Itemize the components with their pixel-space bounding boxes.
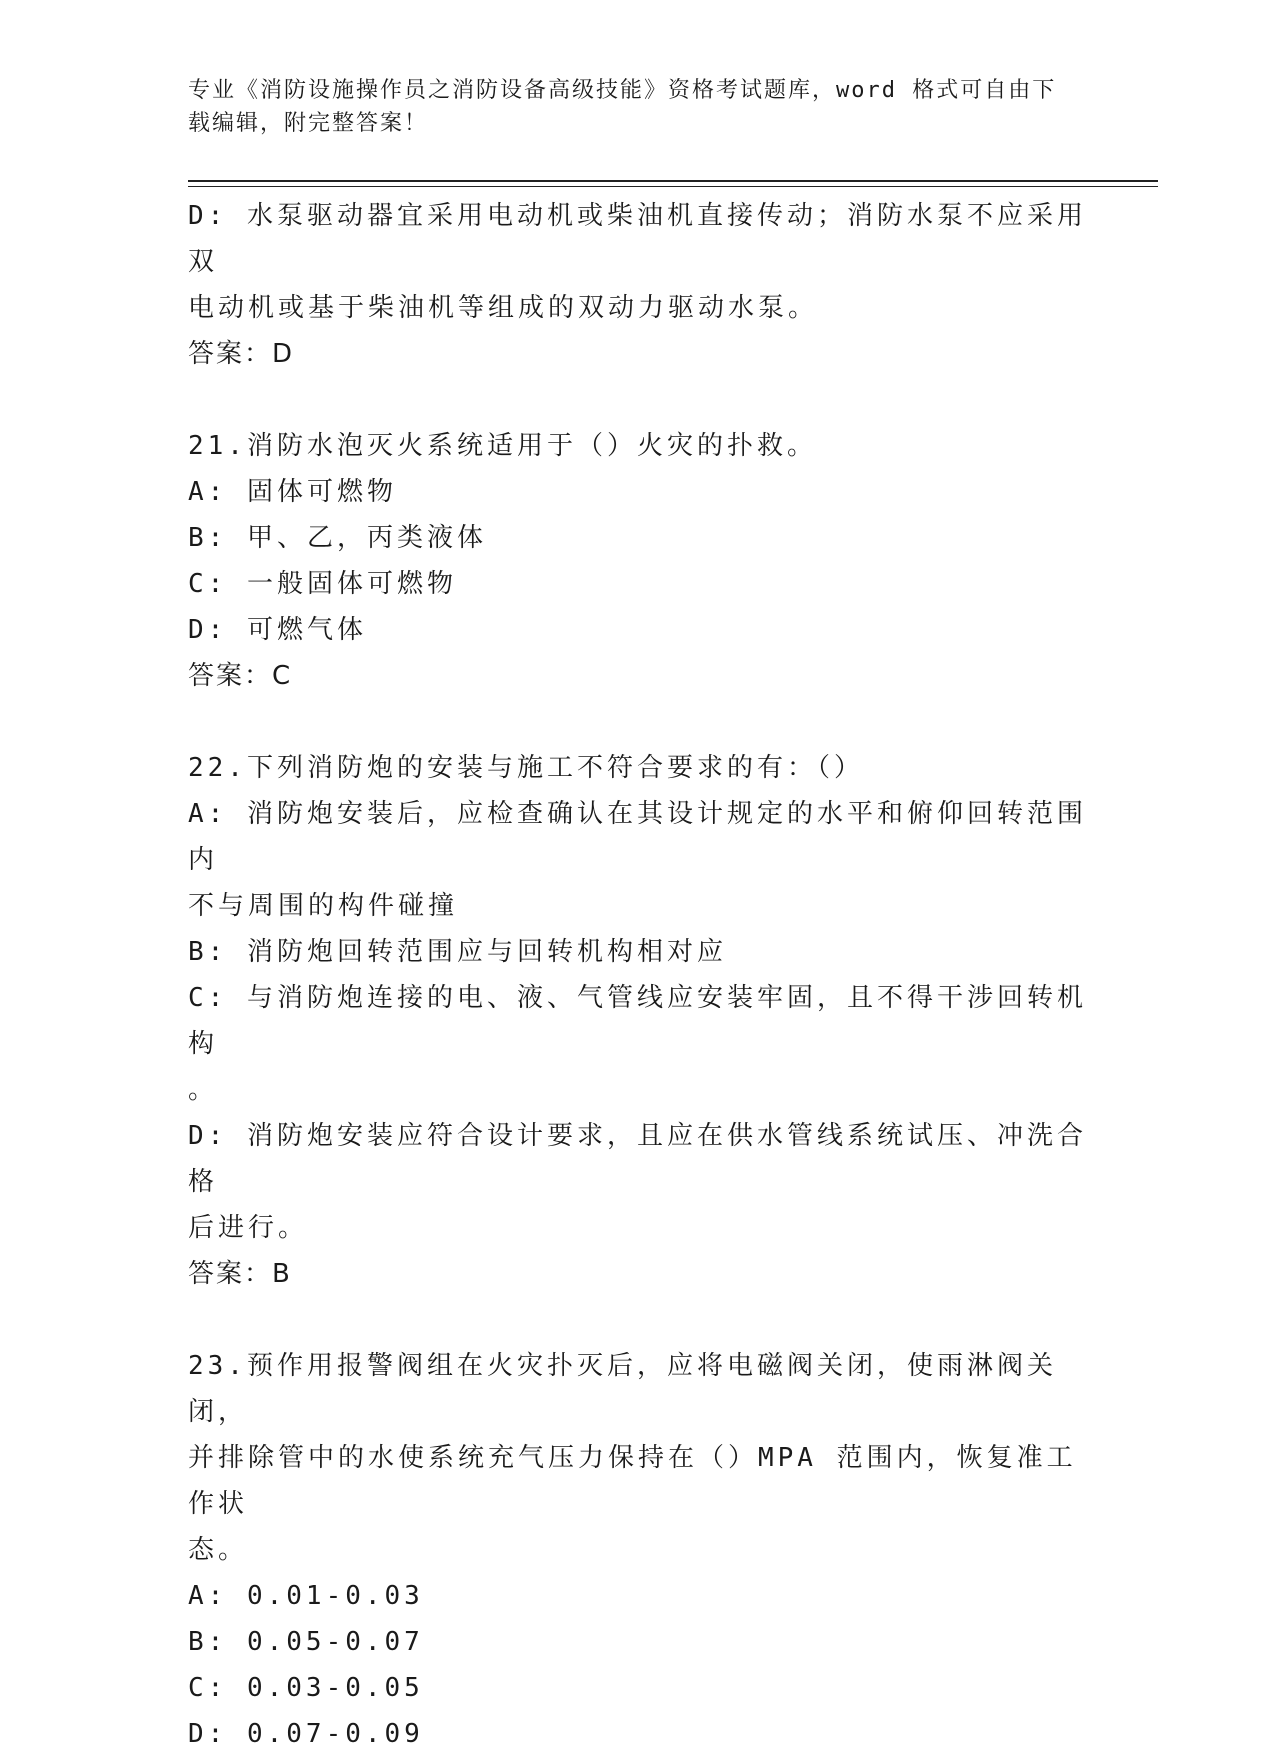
option-d: D: 可燃气体: [188, 615, 367, 645]
header-divider-thick: [188, 180, 1158, 182]
answer: 答案：B: [188, 1259, 292, 1289]
option-c-line-2: 。: [188, 1075, 219, 1105]
option-a: A: 0.01-0.03: [188, 1581, 424, 1611]
question-stem-line-3: 态。: [188, 1535, 249, 1565]
option-a-line-2: 不与周围的构件碰撞: [188, 891, 459, 921]
option-d: D: 0.07-0.09: [188, 1719, 424, 1749]
option-d-line-1: D: 水泵驱动器宜采用电动机或柴油机直接传动；消防水泵不应采用双: [188, 201, 1087, 277]
option-d-line-2: 后进行。: [188, 1213, 309, 1243]
question-21: [188, 423, 1088, 699]
question-20-tail: [188, 193, 1088, 377]
option-c: C: 一般固体可燃物: [188, 569, 457, 599]
option-b: B: 0.05-0.07: [188, 1627, 424, 1657]
option-a: A: 固体可燃物: [188, 477, 397, 507]
document-header: [188, 74, 1088, 140]
question-stem-line-1: 23.预作用报警阀组在火灾扑灭后，应将电磁阀关闭，使雨淋阀关闭，: [188, 1351, 1057, 1427]
question-22: [188, 745, 1088, 1297]
header-line-1: 专业《消防设施操作员之消防设备高级技能》资格考试题库，word 格式可自由下: [188, 78, 1057, 103]
answer: 答案：C: [188, 661, 293, 691]
option-b: B: 消防炮回转范围应与回转机构相对应: [188, 937, 727, 967]
header-line-2: 载编辑，附完整答案！: [188, 111, 429, 136]
option-c-line-1: C: 与消防炮连接的电、液、气管线应安装牢固，且不得干涉回转机构: [188, 983, 1087, 1059]
answer: 答案：D: [188, 339, 295, 369]
question-stem: 21.消防水泡灭火系统适用于（）火灾的扑救。: [188, 431, 817, 461]
question-23: [188, 1343, 1088, 1757]
option-d-line-2: 电动机或基于柴油机等组成的双动力驱动水泵。: [188, 293, 819, 323]
header-divider-thin: [188, 186, 1158, 187]
option-d-line-1: D: 消防炮安装应符合设计要求，且应在供水管线系统试压、冲洗合格: [188, 1121, 1087, 1197]
question-content: [188, 193, 1088, 1757]
option-c: C: 0.03-0.05: [188, 1673, 424, 1703]
question-stem: 22.下列消防炮的安装与施工不符合要求的有：（）: [188, 753, 864, 783]
option-b: B: 甲、乙，丙类液体: [188, 523, 487, 553]
option-a-line-1: A: 消防炮安装后，应检查确认在其设计规定的水平和俯仰回转范围内: [188, 799, 1087, 875]
question-stem-line-2: 并排除管中的水使系统充气压力保持在（）MPA 范围内，恢复准工作状: [188, 1443, 1077, 1519]
